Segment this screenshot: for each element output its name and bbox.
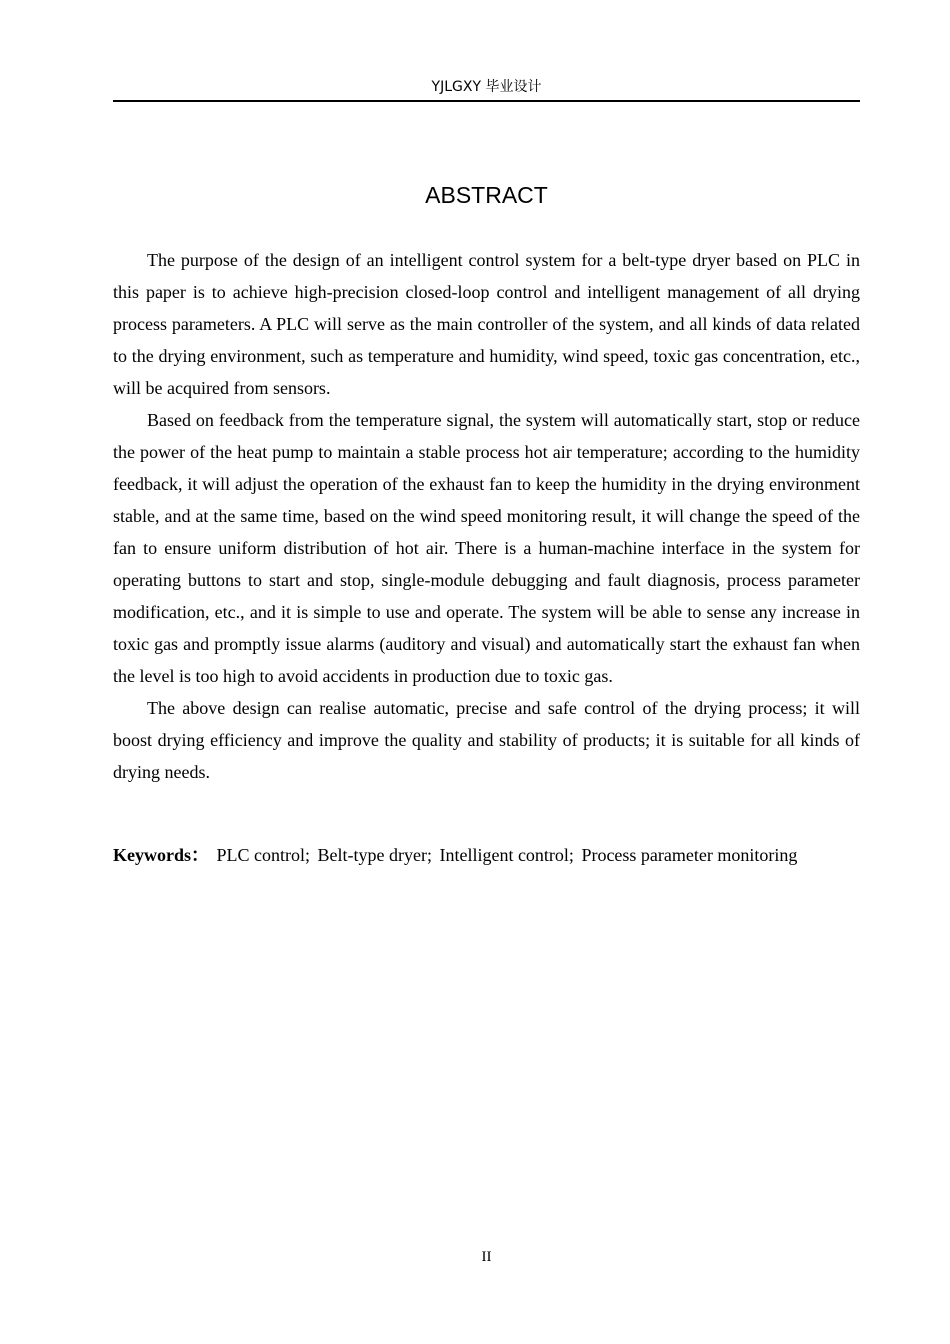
keyword-4: Process parameter monitoring: [581, 845, 798, 865]
keywords-label: Keywords：: [113, 845, 209, 865]
page-number: II: [481, 1249, 492, 1265]
abstract-paragraph-1: The purpose of the design of an intelligent control system for a belt-type dryer based on PLC in this paper is to achieve high-precision closed-loop control and intelligent management of all drying process parameters. A PLC will serve as the main controller of the system, and all kinds of data related to the drying environment, such as temperature and humidity, wind speed, toxic gas concentration, etc., will be acquired from sensors.: [113, 250, 860, 398]
abstract-title: ABSTRACT: [425, 182, 548, 208]
abstract-paragraph-2: Based on feedback from the temperature signal, the system will automatically start, stop or reduce the power of the heat pump to maintain a stable process hot air temperature; according to the humidity feedback, it will adjust the operation of the exhaust fan to keep the humidity in the drying environment stable, and at the same time, based on the wind speed monitoring result, it will change the speed of the fan to ensure uniform distribution of hot air. There is a human-machine interface in the system for operating buttons to start and stop, single-module debugging and fault diagnosis, process parameter modification, etc., and it is simple to use and operate. The system will be able to sense any increase in toxic gas and promptly issue alarms (auditory and visual) and automatically start the exhaust fan when the level is too high to avoid accidents in production due to toxic gas.: [113, 410, 860, 686]
keyword-1: PLC control;: [216, 845, 310, 865]
running-header: YJLGXY 毕业设计: [431, 79, 542, 95]
keyword-2: Belt-type dryer;: [317, 845, 432, 865]
abstract-paragraph-3: The above design can realise automatic, precise and safe control of the drying process; it will boost drying efficiency and improve the quality and stability of products; it is suitable for all kinds of drying needs.: [113, 698, 860, 782]
keywords-line: [113, 840, 873, 870]
header-rule: [113, 100, 860, 102]
abstract-body: [113, 244, 860, 788]
keyword-3: Intelligent control;: [439, 845, 574, 865]
